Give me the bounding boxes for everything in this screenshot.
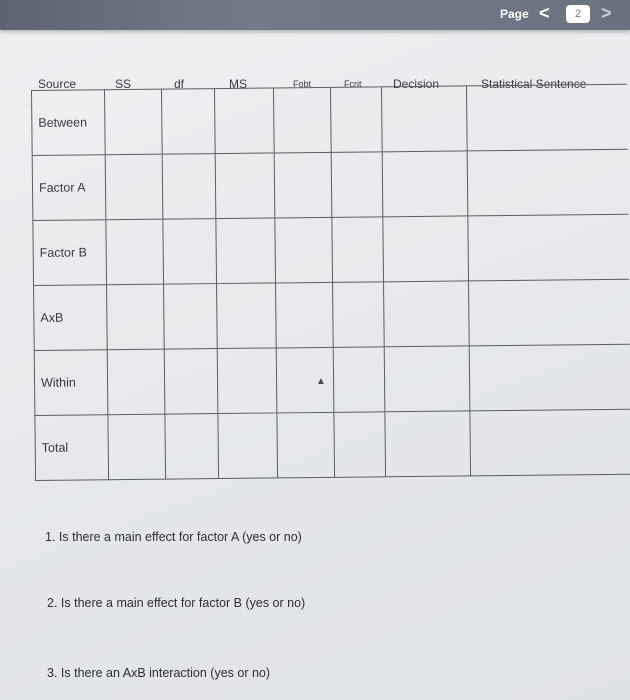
cell-fcrit[interactable] <box>333 347 385 413</box>
row-label-total: Total <box>35 415 109 481</box>
cell-df[interactable] <box>161 89 215 155</box>
header-source: Source <box>38 77 77 91</box>
cell-decision[interactable] <box>383 216 469 282</box>
cell-statistical-sentence[interactable] <box>467 149 628 216</box>
cell-decision[interactable] <box>385 411 471 477</box>
row-label-factor-b: Factor B <box>33 220 107 286</box>
cell-ms[interactable] <box>217 283 277 349</box>
cell-statistical-sentence[interactable] <box>469 279 630 346</box>
cell-decision[interactable] <box>382 151 468 217</box>
cell-statistical-sentence[interactable] <box>466 84 627 151</box>
cell-decision[interactable] <box>384 346 470 412</box>
header-ms: MS <box>229 77 247 91</box>
cell-df[interactable] <box>163 219 217 285</box>
cell-ms[interactable] <box>215 153 275 219</box>
question-2: 2. Is there a main effect for factor B (yes or no) <box>47 596 306 610</box>
header-statistical-sentence: Statistical Sentence <box>481 77 587 91</box>
row-label-axb: AxB <box>34 285 108 351</box>
question-3: 3. Is there an AxB interaction (yes or no) <box>47 666 271 680</box>
cell-fcrit[interactable] <box>334 412 386 478</box>
cell-df[interactable] <box>164 349 218 415</box>
question-1: 1. Is there a main effect for factor A (yes or no) <box>45 530 302 544</box>
header-fcrit: Fcrit <box>344 79 362 89</box>
cell-fcrit[interactable] <box>331 152 383 218</box>
cell-ss[interactable] <box>107 284 165 350</box>
table-row-factor-a <box>32 149 628 220</box>
cell-fcrit[interactable] <box>333 282 385 348</box>
cell-ss[interactable] <box>107 349 165 415</box>
header-df: df <box>174 77 185 91</box>
row-label-within: Within <box>34 350 108 416</box>
cell-df[interactable] <box>162 154 216 220</box>
table-row-axb <box>34 279 630 350</box>
table-row-within <box>34 344 630 415</box>
anova-summary-table <box>31 84 630 481</box>
row-label-between: Between <box>32 90 106 156</box>
cell-ss[interactable] <box>108 414 166 480</box>
cell-ms[interactable] <box>214 88 274 154</box>
cell-ss[interactable] <box>106 219 164 285</box>
cell-statistical-sentence[interactable] <box>468 214 629 281</box>
table-row-factor-b <box>33 214 629 285</box>
header-fobt: Fobt <box>293 79 312 89</box>
cell-df[interactable] <box>164 284 218 350</box>
page-number-field[interactable]: 2 <box>566 5 590 23</box>
cell-ss[interactable] <box>105 89 163 155</box>
cell-df[interactable] <box>165 414 219 480</box>
pointer-cursor-icon: ▲ <box>316 376 326 387</box>
cell-statistical-sentence[interactable] <box>469 344 630 411</box>
cell-ss[interactable] <box>105 154 163 220</box>
cell-statistical-sentence[interactable] <box>470 409 630 476</box>
cell-ms[interactable] <box>217 348 277 414</box>
cell-decision[interactable] <box>381 86 467 152</box>
cell-fobt[interactable] <box>275 217 333 283</box>
chevron-left-icon[interactable]: < <box>539 3 550 23</box>
table-row-between <box>32 84 628 155</box>
cell-fobt[interactable] <box>274 152 332 218</box>
cell-fobt[interactable] <box>273 87 331 153</box>
worksheet-page <box>0 30 630 700</box>
cell-fcrit[interactable] <box>330 87 382 153</box>
cell-fobt[interactable] <box>277 412 335 478</box>
row-label-factor-a: Factor A <box>32 155 106 221</box>
cell-fobt[interactable] <box>276 282 334 348</box>
chevron-right-icon[interactable]: > <box>601 3 612 23</box>
table-row-total <box>35 409 630 480</box>
cell-ms[interactable] <box>218 413 278 479</box>
page-label: Page <box>500 7 529 21</box>
cell-decision[interactable] <box>384 281 470 347</box>
viewer-toolbar <box>0 0 630 30</box>
cell-ms[interactable] <box>216 218 276 284</box>
header-ss: SS <box>115 77 132 91</box>
cell-fcrit[interactable] <box>332 217 384 283</box>
header-decision: Decision <box>393 77 440 91</box>
